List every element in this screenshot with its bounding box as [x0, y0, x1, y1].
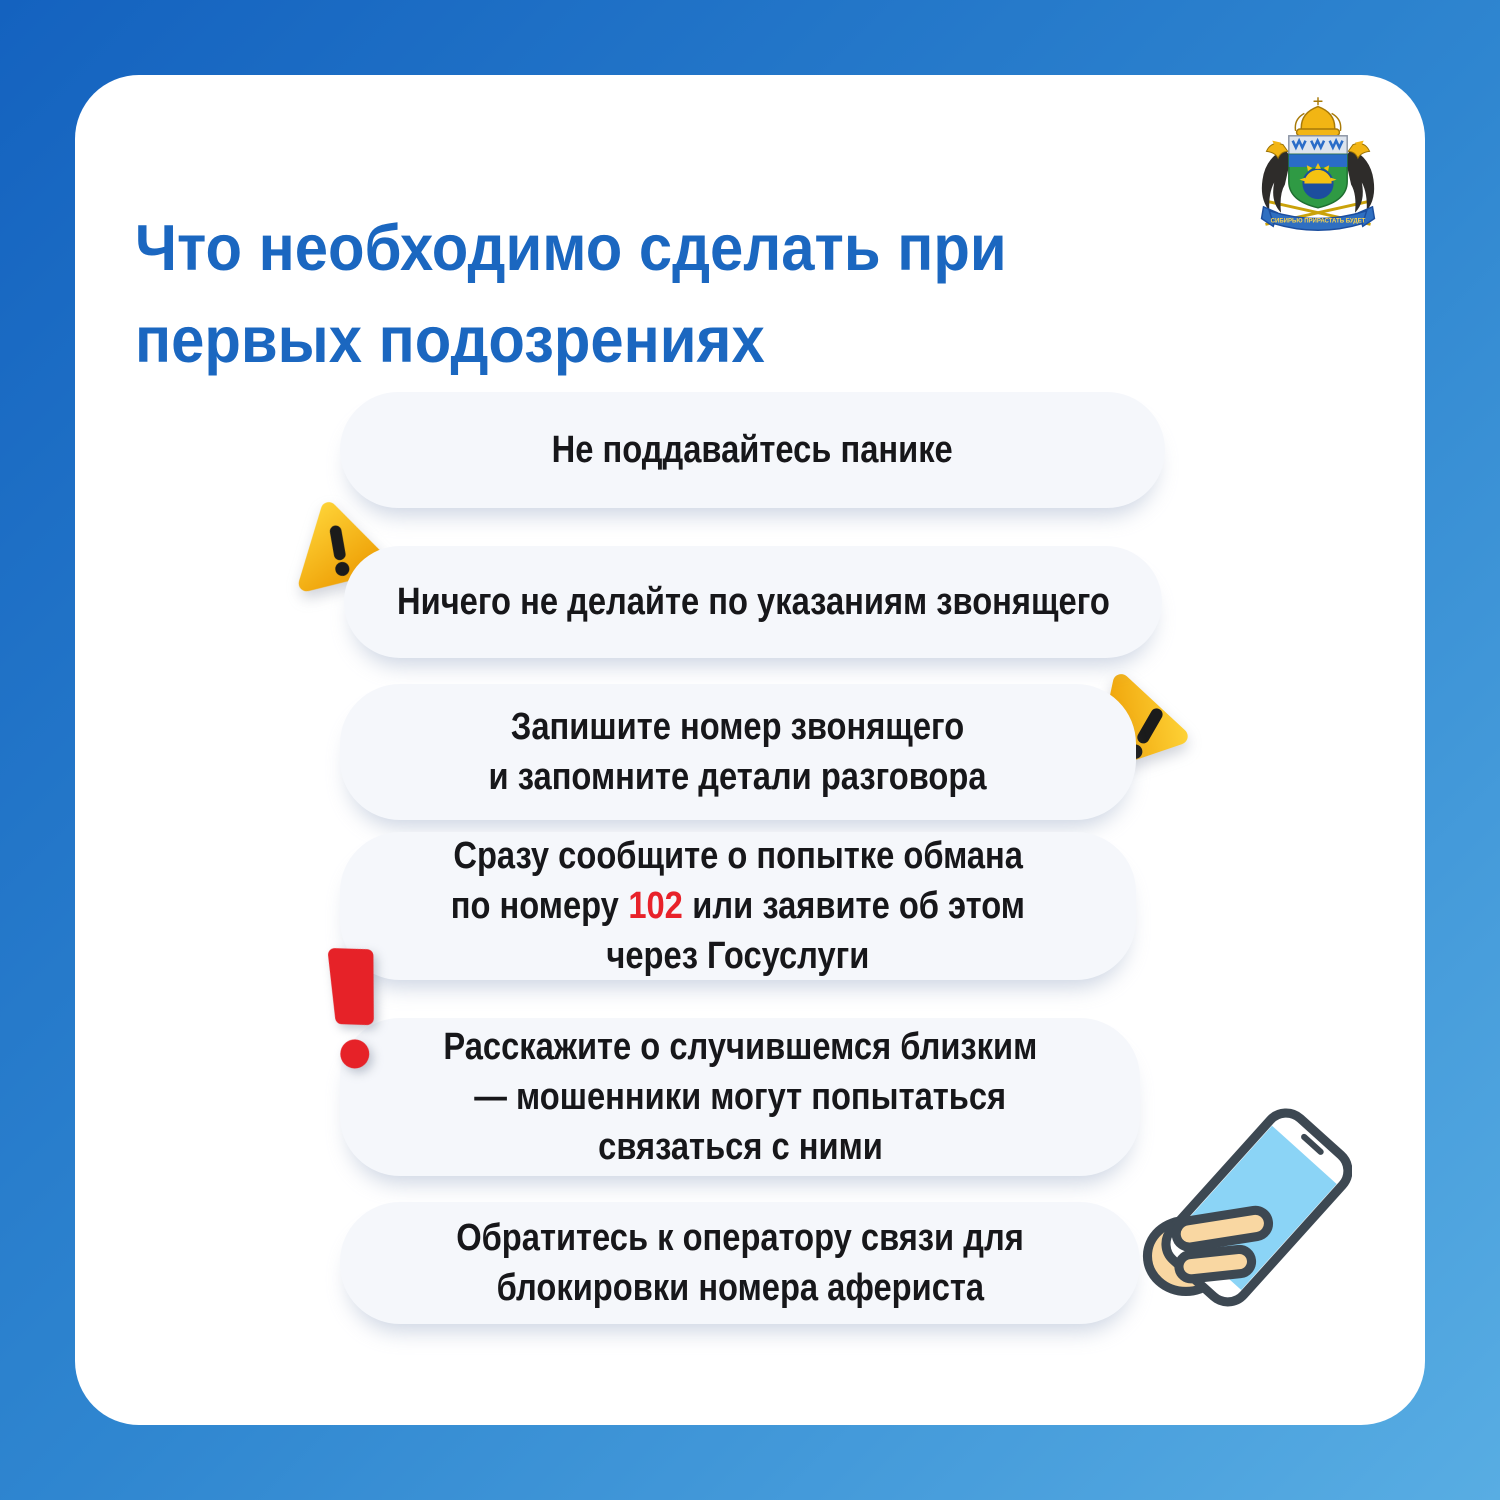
page-title [135, 202, 1007, 387]
step-text-line: Ничего не делайте по указаниям звонящего [396, 580, 1110, 623]
step-text-line: блокировки номера афериста [496, 1267, 984, 1309]
step-text-line: и запомните детали разговора [489, 756, 987, 798]
hand-holding-phone-icon [1122, 1082, 1352, 1340]
crown-icon [1295, 98, 1340, 136]
step-card-2 [344, 546, 1162, 658]
step-card-4 [340, 832, 1136, 980]
step-text-line: Обратитесь к оператору связи для [456, 1216, 1024, 1259]
step-text-line: через Госуслуги [606, 935, 870, 978]
step-card-5 [340, 1018, 1140, 1176]
supporter-right [1345, 141, 1374, 213]
step-card-1 [340, 392, 1165, 508]
step-card-3 [340, 684, 1136, 820]
title-line-1: Что необходимо сделать при [135, 210, 1007, 284]
step-text-line: Не поддавайтесь панике [551, 428, 954, 471]
tyumen-coat-of-arms-icon [1240, 92, 1396, 238]
step-text-line: — мошенники могут попытаться [474, 1075, 1006, 1118]
motto-ribbon [1262, 207, 1375, 230]
shield [1289, 136, 1347, 208]
emergency-number-102: 102 [628, 884, 684, 927]
step-text-line: Сразу сообщите о попытке обмана [453, 834, 1023, 877]
title-line-2: первых подозрениях [135, 302, 765, 376]
step-text-line: связаться с ними [597, 1126, 883, 1169]
supporter-left [1262, 141, 1291, 213]
step-card-6 [340, 1202, 1140, 1324]
step-text-line: по номеру 102 или заявите об этом [450, 884, 1026, 927]
step-text-line: Расскажите о случившемся близким [443, 1025, 1037, 1068]
step-text-line: Запишите номер звонящего [511, 705, 965, 748]
motto-text: СИБИРЬЮ ПРИРАСТАТЬ БУДЕТ [1270, 218, 1366, 225]
